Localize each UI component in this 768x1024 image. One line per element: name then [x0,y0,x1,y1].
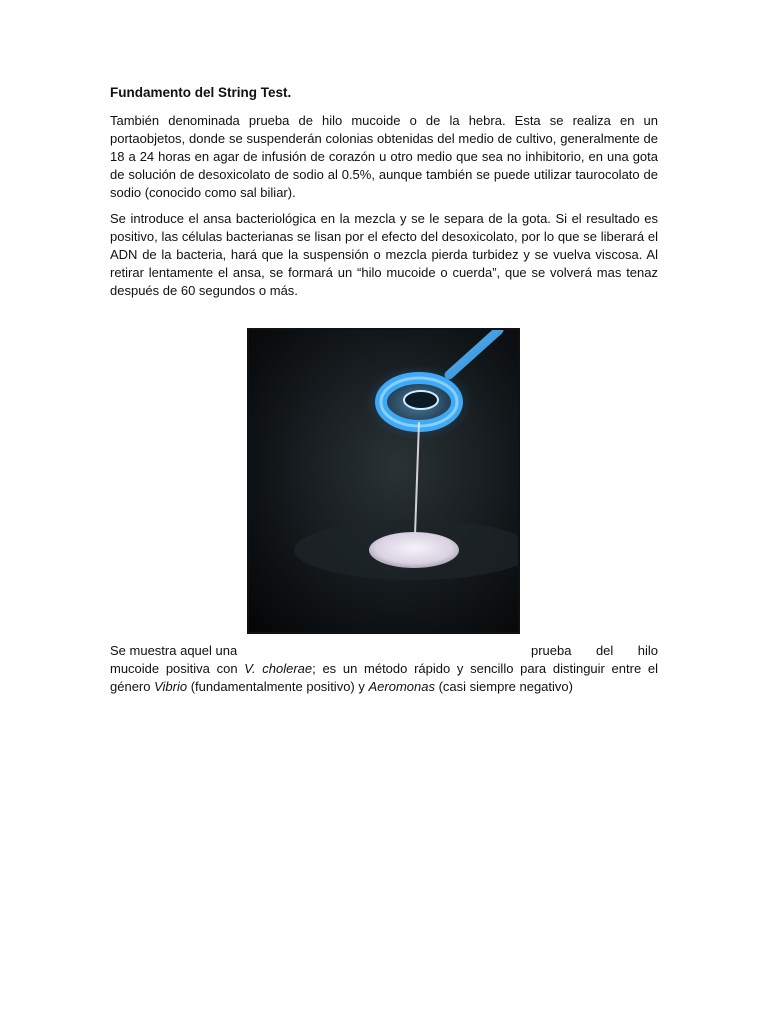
section-heading: Fundamento del String Test. [110,85,292,100]
caption-lead: Se muestra aquel una [110,643,238,658]
caption-word-hilo: hilo [637,643,658,658]
caption-part-3: (fundamentalmente positivo) y [187,679,369,694]
figure-caption [110,642,658,696]
caption-species: V. cholerae [244,661,313,676]
caption-word-del: del [595,643,614,658]
string-test-illustration [249,330,518,632]
paragraph-1: También denominada prueba de hilo mucoide o de la hebra. Esta se realiza en un portaobjetos, donde se suspenderán colonias obtenidas del medio de cultivo, generalmente de 18 a 24 horas en agar de infusión de corazón u otro medio que sea no inhibitorio, en una gota de solución de desoxicolato de sodio al 0.5%, aunque también se puede utilizar taurocolato de sodio (conocido como sal biliar). [110,113,658,200]
caption-body [110,660,658,696]
string-test-photo [247,328,520,634]
caption-line-1-right [531,642,658,660]
caption-genus-vibrio: Vibrio [154,679,188,694]
paragraph-2: Se introduce el ansa bacteriológica en la mezcla y se le separa de la gota. Si el resultado es positivo, las células bacterianas se lisan por el efecto del desoxicolato, por lo que se liberará el ADN de la bacteria, hará que la suspensión o mezcla pierda turbidez y se vuelva viscosa. Al retirar lentamente el ansa, se formará un “hilo mucoide o cuerda”, que se volverá mas tenaz después de 60 segundos o más. [110,211,658,298]
caption-word-prueba: prueba [531,643,572,658]
caption-part-2: ; es un método rápido y sencillo para distinguir entre el género [110,661,658,694]
caption-part-1: mucoide positiva con [110,661,245,676]
document-body [110,84,658,308]
caption-part-4: (casi siempre negativo) [434,679,573,694]
caption-genus-aeromonas: Aeromonas [368,679,435,694]
caption-line-1 [110,642,658,660]
